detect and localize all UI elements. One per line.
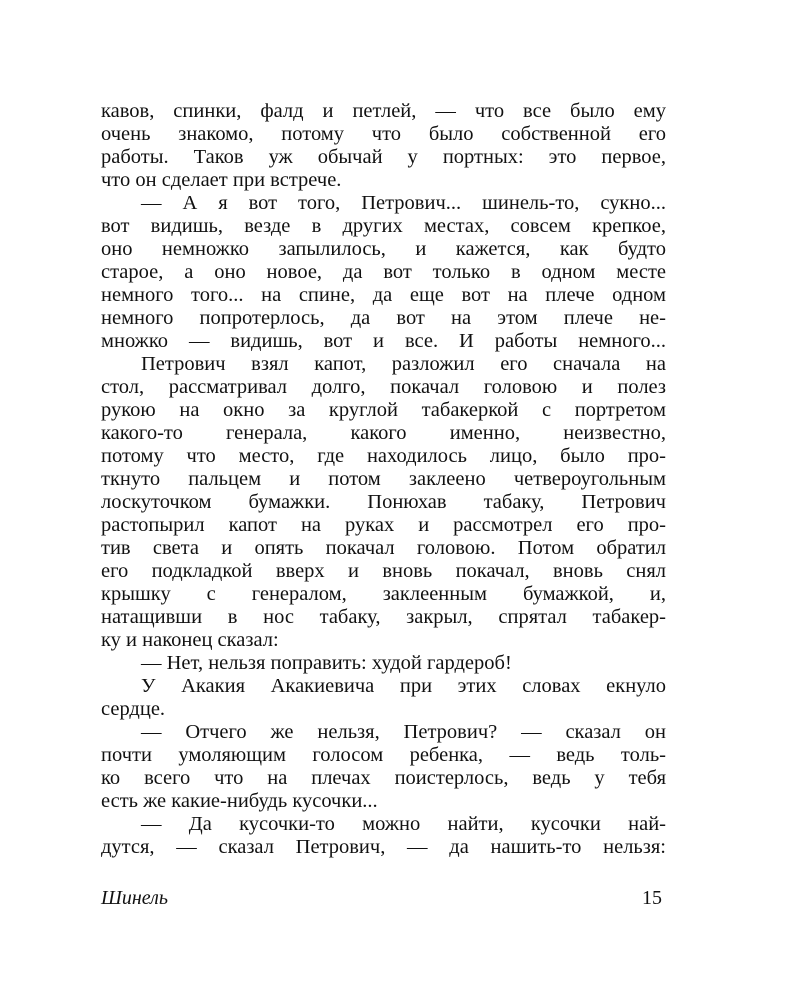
text-line: старое, а оно новое, да вот только в одном месте [101,261,666,283]
text-line: вот видишь, везде в других местах, совсем крепкое, [101,215,666,237]
text-line: потому что место, где находилось лицо, было про- [101,445,666,467]
text-line: натащивши в нос табаку, закрыл, спрятал табакер- [101,606,666,628]
text-line: рукою на окно за круглой табакеркой с портретом [101,399,666,421]
text-line: сердце. [101,698,166,720]
text-line: ко всего что на плечах поистерлось, ведь у тебя [101,767,666,789]
text-line: оно немножко запылилось, и кажется, как будто [101,238,666,260]
text-line: дутся, — сказал Петрович, — да нашить-то нельзя: [101,836,666,858]
text-line: что он сделает при встрече. [101,169,342,191]
text-line: почти умоляющим голосом ребенка, — ведь толь- [101,744,666,766]
text-line: — А я вот того, Петрович... шинель-то, сукно... [141,192,666,214]
page-number: 15 [642,887,662,909]
text-line: его подкладкой вверх и вновь покачал, вновь снял [101,560,666,582]
text-line: ку и наконец сказал: [101,629,279,651]
text-line: немного попротерлось, да вот на этом плече не- [101,307,666,329]
text-line: ткнуто пальцем и потом заклеено четвероугольным [101,468,666,490]
text-line: крышку с генералом, заклеенным бумажкой, и, [101,583,666,605]
text-line: Петрович взял капот, разложил его сначала на [141,353,666,375]
text-line: очень знакомо, потому что было собственной его [101,123,666,145]
body-text [101,100,666,859]
text-line: лоскуточком бумажки. Понюхав табаку, Петрович [101,491,666,513]
text-line: какого-то генерала, какого именно, неизвестно, [101,422,666,444]
text-line: стол, рассматривал долго, покачал головою и полез [101,376,666,398]
text-line: растопырил капот на руках и рассмотрел его про- [101,514,666,536]
text-line: работы. Таков уж обычай у портных: это первое, [101,146,666,168]
text-line: У Акакия Акакиевича при этих словах екнуло [141,675,666,697]
text-line: — Отчего же нельзя, Петрович? — сказал он [141,721,666,743]
text-line: тив света и опять покачал головою. Потом обратил [101,537,666,559]
text-line: — Да кусочки-то можно найти, кусочки най- [141,813,666,835]
text-line: кавов, спинки, фалд и петлей, — что все было ему [101,100,666,122]
running-title: Шинель [101,887,168,909]
text-line: множко — видишь, вот и все. И работы немного... [101,330,666,352]
text-line: немного того... на спине, да еще вот на плече одном [101,284,666,306]
text-line: — Нет, нельзя поправить: худой гардероб! [141,652,512,674]
text-line: есть же какие-нибудь кусочки... [101,790,378,812]
